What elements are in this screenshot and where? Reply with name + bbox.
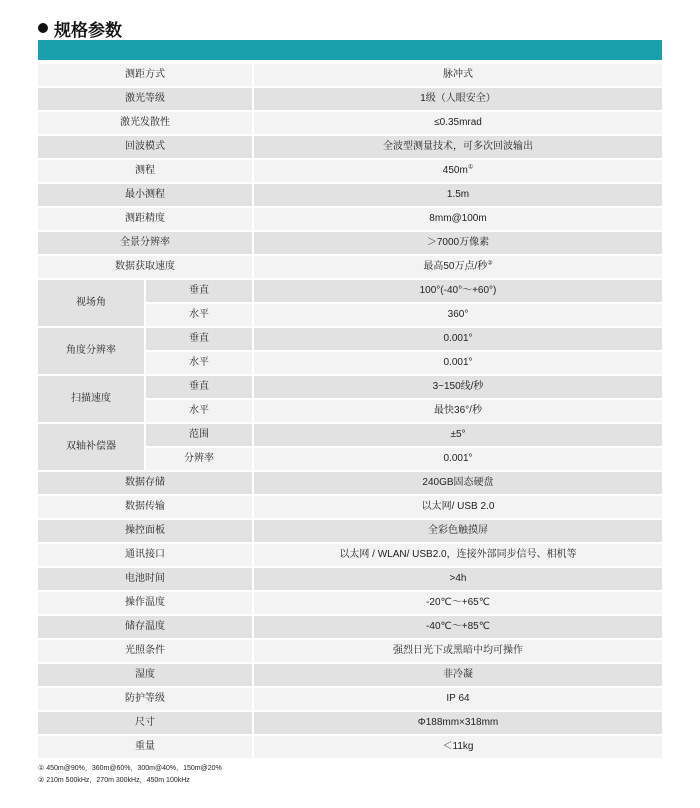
table-row (38, 736, 662, 758)
table-header-bar (38, 40, 662, 60)
spec-value: 360° (254, 304, 662, 326)
spec-value: ＜11kg (254, 736, 662, 758)
spec-value: 强烈日光下或黑暗中均可操作 (254, 640, 662, 662)
table-row (38, 640, 662, 662)
spec-value: 450m (442, 165, 468, 176)
spec-value: 1.5m (254, 184, 662, 206)
spec-label: 光照条件 (38, 640, 254, 662)
spec-sublabel: 垂直 (146, 376, 254, 398)
spec-label: 全景分辨率 (38, 232, 254, 254)
group-label: 视场角 (38, 280, 146, 326)
spec-label: 测程 (38, 160, 254, 182)
spec-label: 测距方式 (38, 64, 254, 86)
spec-sublabel: 水平 (146, 352, 254, 374)
table-row (38, 472, 662, 494)
spec-label: 数据获取速度 (38, 256, 254, 278)
table-row (38, 232, 662, 254)
table-row (38, 112, 662, 134)
spec-value: >4h (254, 568, 662, 590)
spec-value: 3~150线/秒 (254, 376, 662, 398)
spec-value: 以太网/ USB 2.0 (254, 496, 662, 518)
spec-value: 240GB固态硬盘 (254, 472, 662, 494)
table-row (38, 496, 662, 518)
spec-label: 数据存储 (38, 472, 254, 494)
spec-label: 回波模式 (38, 136, 254, 158)
footnote-2: ② 210m 500kHz，270m 300kHz，450m 100kHz (38, 777, 190, 784)
spec-table (38, 62, 662, 760)
spec-value: 8mm@100m (254, 208, 662, 230)
spec-value: Φ188mm×318mm (254, 712, 662, 734)
table-row (38, 256, 662, 278)
spec-sublabel: 分辨率 (146, 448, 254, 470)
table-row (38, 64, 662, 86)
spec-value: 0.001° (254, 328, 662, 350)
spec-value: 100°(-40°～+60°) (254, 280, 662, 302)
spec-value: IP 64 (254, 688, 662, 710)
spec-value: 最快36°/秒 (254, 400, 662, 422)
spec-sublabel: 水平 (146, 400, 254, 422)
table-row (38, 712, 662, 734)
spec-value: 脉冲式 (254, 64, 662, 86)
spec-label: 测距精度 (38, 208, 254, 230)
spec-value: ±5° (254, 424, 662, 446)
section-title-text: 规格参数 (54, 20, 122, 41)
table-row (38, 664, 662, 686)
table-row (38, 328, 662, 350)
table-row (38, 592, 662, 614)
spec-value: ＞7000万像素 (254, 232, 662, 254)
spec-value-cell (254, 160, 662, 182)
spec-value: ≤0.35mrad (254, 112, 662, 134)
spec-value: 非冷凝 (254, 664, 662, 686)
spec-label: 激光等级 (38, 88, 254, 110)
spec-value: 以太网 / WLAN/ USB2.0，连接外部同步信号、相机等 (254, 544, 662, 566)
table-row (38, 160, 662, 182)
spec-value: -40℃～+85℃ (254, 616, 662, 638)
spec-value: 全彩色触摸屏 (254, 520, 662, 542)
spec-sublabel: 垂直 (146, 280, 254, 302)
spec-value: 0.001° (254, 448, 662, 470)
spec-sublabel: 水平 (146, 304, 254, 326)
footnotes (38, 763, 222, 787)
spec-value-cell (254, 256, 662, 278)
spec-label: 数据传输 (38, 496, 254, 518)
spec-label: 尺寸 (38, 712, 254, 734)
spec-label: 湿度 (38, 664, 254, 686)
bullet-icon (38, 23, 48, 33)
table-row (38, 544, 662, 566)
spec-value: 0.001° (254, 352, 662, 374)
spec-label: 重量 (38, 736, 254, 758)
spec-value: -20℃～+65℃ (254, 592, 662, 614)
spec-label: 电池时间 (38, 568, 254, 590)
spec-value: 全波型测量技术，可多次回波输出 (254, 136, 662, 158)
group-label: 扫描速度 (38, 376, 146, 422)
spec-sublabel: 范围 (146, 424, 254, 446)
footnote-marker: ② (487, 260, 493, 267)
footnote-1: ① 450m@90%，360m@60%，300m@40%，150m@20% (38, 765, 222, 772)
spec-value: 1级（人眼安全） (254, 88, 662, 110)
spec-label: 储存温度 (38, 616, 254, 638)
table-row (38, 568, 662, 590)
table-row (38, 376, 662, 398)
table-row (38, 688, 662, 710)
spec-label: 防护等级 (38, 688, 254, 710)
spec-label: 激光发散性 (38, 112, 254, 134)
spec-sublabel: 垂直 (146, 328, 254, 350)
table-row (38, 136, 662, 158)
group-label: 角度分辨率 (38, 328, 146, 374)
table-row (38, 424, 662, 446)
spec-label: 通讯接口 (38, 544, 254, 566)
table-row (38, 88, 662, 110)
section-title (38, 16, 122, 40)
table-row (38, 616, 662, 638)
table-row (38, 208, 662, 230)
spec-label: 操作温度 (38, 592, 254, 614)
table-row (38, 520, 662, 542)
footnote-marker: ① (467, 164, 474, 171)
group-label: 双轴补偿器 (38, 424, 146, 470)
spec-label: 最小测程 (38, 184, 254, 206)
spec-label: 操控面板 (38, 520, 254, 542)
spec-value: 最高50万点/秒 (423, 261, 488, 272)
table-row (38, 280, 662, 302)
table-row (38, 184, 662, 206)
